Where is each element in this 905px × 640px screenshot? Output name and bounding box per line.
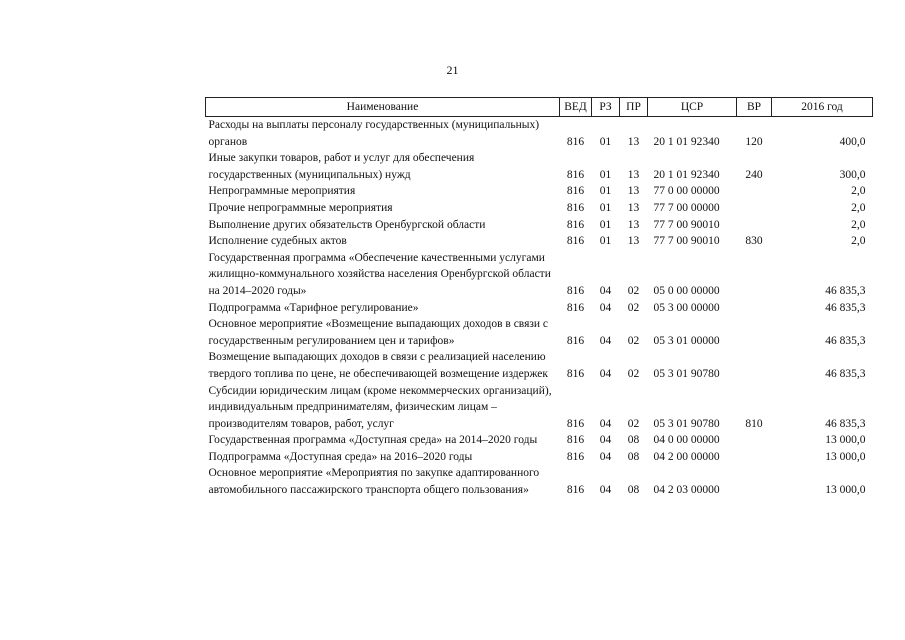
row-vr — [737, 217, 772, 234]
row-pr: 02 — [627, 417, 640, 430]
row-pr: 08 — [627, 450, 640, 463]
row-rz: 01 — [599, 135, 612, 148]
row-vr — [737, 465, 772, 498]
row-ved: 816 — [566, 168, 585, 181]
row-pr: 13 — [627, 201, 640, 214]
row-ved: 816 — [566, 434, 585, 447]
row-name: Непрограммные мероприятия — [208, 185, 356, 198]
table-row — [206, 117, 873, 151]
row-rz: 01 — [599, 168, 612, 181]
row-amount: 46 835,3 — [825, 301, 866, 314]
row-ved: 816 — [566, 201, 585, 214]
table-row — [206, 250, 873, 300]
table-row — [206, 150, 873, 183]
row-name: Возмещение выпадающих доходов в связи с реализацией населению твердого топлива по цене, не обеспечивающей возмещение издержек — [208, 351, 548, 380]
row-csr: 77 0 00 00000 — [653, 185, 720, 198]
row-csr: 05 3 00 00000 — [653, 301, 720, 314]
table-row — [206, 449, 873, 466]
header-name: Наименование — [206, 98, 560, 117]
table-row — [206, 217, 873, 234]
row-vr: 830 — [745, 235, 763, 248]
table-row — [206, 183, 873, 200]
row-amount: 300,0 — [839, 168, 866, 181]
row-rz: 04 — [599, 367, 612, 380]
header-year: 2016 год — [772, 98, 873, 117]
row-pr: 02 — [627, 367, 640, 380]
row-vr: 810 — [745, 417, 763, 430]
row-pr: 08 — [627, 434, 640, 447]
row-vr — [737, 449, 772, 466]
row-amount: 13 000,0 — [825, 450, 866, 463]
table-row — [206, 233, 873, 250]
row-amount: 13 000,0 — [825, 434, 866, 447]
row-rz: 04 — [599, 450, 612, 463]
table-row — [206, 349, 873, 382]
row-name: Подпрограмма «Доступная среда» на 2016–2020 годы — [208, 450, 473, 463]
row-ved: 816 — [566, 135, 585, 148]
row-rz: 04 — [599, 434, 612, 447]
header-vr: ВР — [737, 98, 772, 117]
header-rz: РЗ — [592, 98, 620, 117]
budget-table — [205, 97, 873, 499]
row-amount: 2,0 — [851, 185, 866, 198]
row-pr: 02 — [627, 301, 640, 314]
row-ved: 816 — [566, 235, 585, 248]
row-csr: 77 7 00 00000 — [653, 201, 720, 214]
row-csr: 05 3 01 90780 — [653, 417, 720, 430]
row-vr — [737, 300, 772, 317]
row-pr: 13 — [627, 235, 640, 248]
row-csr: 04 2 03 00000 — [653, 484, 720, 497]
row-csr: 05 3 01 90780 — [653, 367, 720, 380]
row-csr: 04 2 00 00000 — [653, 450, 720, 463]
row-vr — [737, 316, 772, 349]
row-csr: 77 7 00 90010 — [653, 218, 720, 231]
table-body — [206, 117, 873, 499]
row-amount: 13 000,0 — [825, 484, 866, 497]
row-name: Расходы на выплаты персоналу государственных (муниципальных) органов — [208, 119, 540, 148]
row-rz: 04 — [599, 284, 612, 297]
row-ved: 816 — [566, 484, 585, 497]
row-name: Субсидии юридическим лицам (кроме некоммерческих организаций), индивидуальным предпринимателям, физическим лицам – производителям товаров, работ, услуг — [208, 384, 552, 430]
row-pr: 13 — [627, 185, 640, 198]
row-ved: 816 — [566, 367, 585, 380]
row-amount: 46 835,3 — [825, 417, 866, 430]
row-csr: 05 0 00 00000 — [653, 284, 720, 297]
table-row — [206, 383, 873, 433]
row-pr: 13 — [627, 168, 640, 181]
row-rz: 01 — [599, 201, 612, 214]
row-name: Основное мероприятие «Возмещение выпадающих доходов в связи с государственным регулированием цен и тарифов» — [208, 318, 549, 347]
table-row — [206, 316, 873, 349]
row-ved: 816 — [566, 185, 585, 198]
row-amount: 400,0 — [839, 135, 866, 148]
page-number: 21 — [446, 63, 459, 77]
table-header-row — [206, 98, 873, 117]
row-name: Государственная программа «Обеспечение качественными услугами жилищно-коммунального хозяйства населения Оренбургской области на 2014–2020 годы» — [208, 251, 551, 297]
row-name: Государственная программа «Доступная среда» на 2014–2020 годы — [208, 434, 538, 447]
row-amount: 46 835,3 — [825, 284, 866, 297]
row-vr — [737, 183, 772, 200]
row-ved: 816 — [566, 284, 585, 297]
row-amount: 2,0 — [851, 235, 866, 248]
row-csr: 20 1 01 92340 — [653, 135, 720, 148]
table-row — [206, 200, 873, 217]
row-pr: 13 — [627, 218, 640, 231]
row-pr: 08 — [627, 484, 640, 497]
row-vr — [737, 349, 772, 382]
row-rz: 01 — [599, 218, 612, 231]
row-vr — [737, 200, 772, 217]
row-name: Исполнение судебных актов — [208, 235, 347, 248]
header-csr: ЦСР — [648, 98, 737, 117]
table-row — [206, 300, 873, 317]
row-amount: 46 835,3 — [825, 334, 866, 347]
row-ved: 816 — [566, 301, 585, 314]
row-csr: 77 7 00 90010 — [653, 235, 720, 248]
row-amount: 2,0 — [851, 201, 866, 214]
row-vr — [737, 250, 772, 300]
row-rz: 04 — [599, 334, 612, 347]
table-row — [206, 432, 873, 449]
header-pr: ПР — [620, 98, 648, 117]
row-ved: 816 — [566, 450, 585, 463]
row-vr — [737, 432, 772, 449]
row-ved: 816 — [566, 334, 585, 347]
row-csr: 05 3 01 00000 — [653, 334, 720, 347]
row-name: Иные закупки товаров, работ и услуг для обеспечения государственных (муниципальных) нужд — [208, 152, 475, 181]
row-csr: 04 0 00 00000 — [653, 434, 720, 447]
row-name: Выполнение других обязательств Оренбургской области — [208, 218, 486, 231]
row-vr: 120 — [745, 135, 763, 148]
table-row — [206, 465, 873, 498]
row-amount: 2,0 — [851, 218, 866, 231]
row-rz: 01 — [599, 185, 612, 198]
row-name: Подпрограмма «Тарифное регулирование» — [208, 301, 419, 314]
row-rz: 04 — [599, 417, 612, 430]
row-rz: 04 — [599, 484, 612, 497]
row-name: Основное мероприятие «Мероприятия по закупке адаптированного автомобильного пассажирского транспорта общего пользования» — [208, 467, 540, 497]
row-amount: 46 835,3 — [825, 367, 866, 380]
row-vr: 240 — [745, 168, 763, 181]
row-ved: 816 — [566, 417, 585, 430]
row-rz: 01 — [599, 235, 612, 248]
row-csr: 20 1 01 92340 — [653, 168, 720, 181]
row-ved: 816 — [566, 218, 585, 231]
row-pr: 02 — [627, 334, 640, 347]
row-rz: 04 — [599, 301, 612, 314]
row-pr: 13 — [627, 135, 640, 148]
header-ved: ВЕД — [560, 98, 592, 117]
row-pr: 02 — [627, 284, 640, 297]
row-name: Прочие непрограммные мероприятия — [208, 201, 393, 214]
